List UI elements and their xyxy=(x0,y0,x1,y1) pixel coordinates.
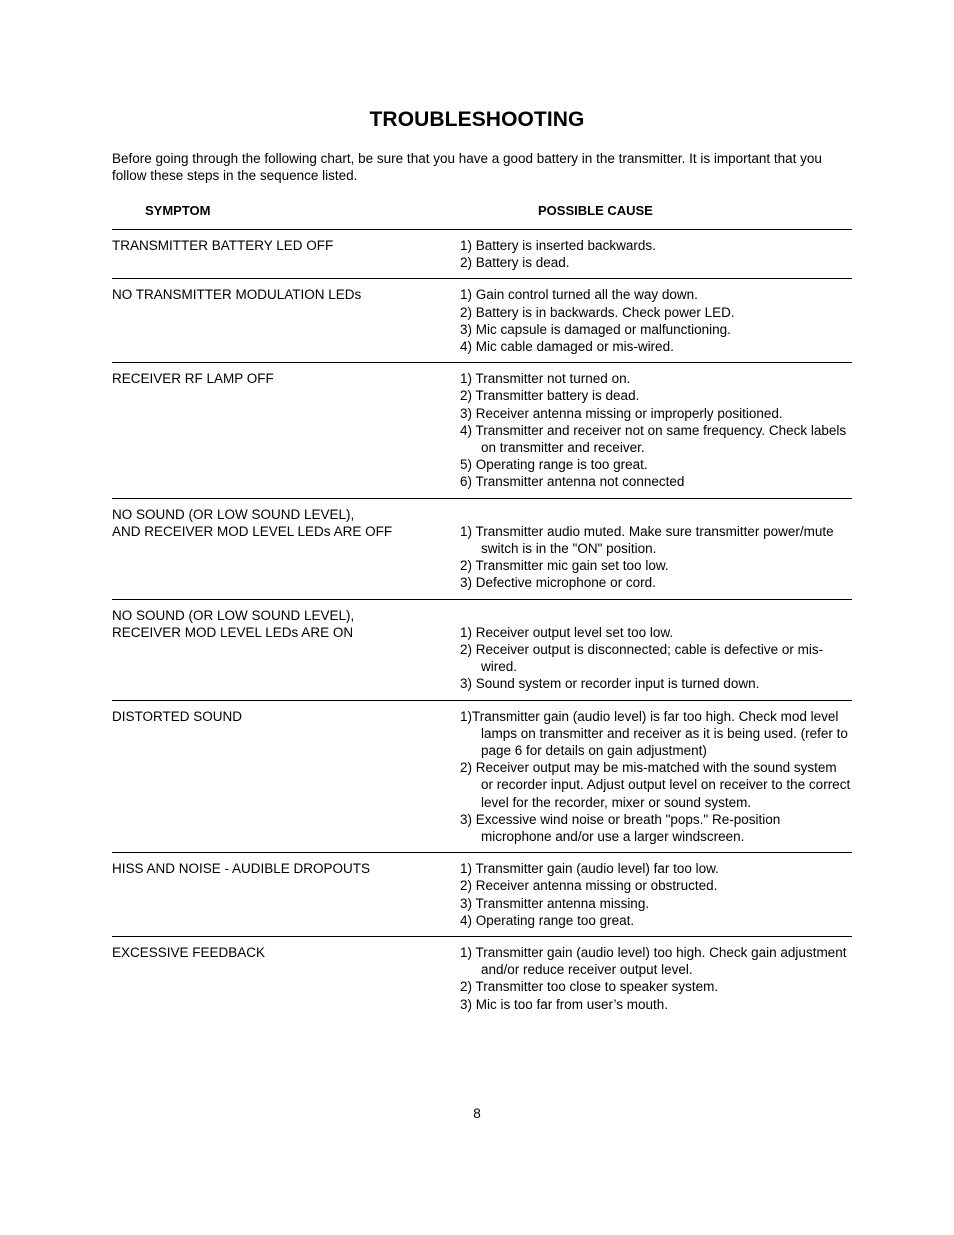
cause-item: 2) Transmitter battery is dead. xyxy=(460,388,640,404)
cause-item: 1) Transmitter not turned on. xyxy=(460,371,631,387)
table-row xyxy=(112,278,852,362)
cause-list xyxy=(460,370,852,490)
cause-item: 3) Receiver antenna missing or improperly positioned. xyxy=(460,405,783,421)
cause-item: 2) Receiver output may be mis-matched with the sound system or recorder input. Adjust output level on receiver to the correct level for the recorder, mixer or sound system. xyxy=(460,760,851,810)
cause-list xyxy=(460,607,852,693)
cause-header: POSSIBLE CAUSE xyxy=(538,203,653,218)
cause-item: 3) Excessive wind noise or breath "pops." Re-position microphone and/or use a larger windscreen. xyxy=(460,811,781,845)
cause-item: 1) Battery is inserted backwards. xyxy=(460,238,656,253)
symptom-line: NO SOUND (OR LOW SOUND LEVEL), xyxy=(112,607,355,623)
symptom-cell xyxy=(112,944,460,1013)
cause-item: 4) Transmitter and receiver not on same frequency. Check labels on transmitter and receiver. xyxy=(460,422,847,456)
symptom-line: TRANSMITTER BATTERY LED OFF xyxy=(112,238,334,253)
table-row xyxy=(112,700,852,853)
symptom-line: RECEIVER RF LAMP OFF xyxy=(112,371,274,387)
cause-item: 2) Transmitter too close to speaker system. xyxy=(460,979,719,995)
page xyxy=(112,0,852,1235)
symptom-cell xyxy=(112,607,460,693)
cause-item: 2) Receiver antenna missing or obstructed. xyxy=(460,878,718,894)
cause-item: 1) Gain control turned all the way down. xyxy=(460,287,698,303)
cause-item: 3) Sound system or recorder input is turned down. xyxy=(460,676,760,692)
cause-item: 2) Battery is in backwards. Check power LED. xyxy=(460,304,735,320)
symptom-cell xyxy=(112,506,460,592)
table-row xyxy=(112,229,852,278)
symptom-cell xyxy=(112,237,460,271)
cause-item: 5) Operating range is too great. xyxy=(460,457,648,473)
intro-paragraph: Before going through the following chart, be sure that you have a good battery in the transmitter. It is important that you follow these steps in the sequence listed. xyxy=(112,151,822,184)
cause-item: 3) Defective microphone or cord. xyxy=(460,575,656,591)
symptom-line: RECEIVER MOD LEVEL LEDs ARE ON xyxy=(112,624,354,640)
symptom-cell xyxy=(112,860,460,929)
cause-item: 1) Transmitter gain (audio level) too high. Check gain adjustment and/or reduce receiver output level. xyxy=(460,945,847,978)
cause-list xyxy=(460,944,852,1013)
symptom-line: NO SOUND (OR LOW SOUND LEVEL), xyxy=(112,506,355,522)
cause-item: 4) Operating range too great. xyxy=(460,912,635,928)
cause-item: 1) Transmitter audio muted. Make sure transmitter power/mute switch is in the "ON" position. xyxy=(460,523,834,557)
page-number: 8 xyxy=(473,1106,481,1121)
cause-list xyxy=(460,237,852,271)
symptom-line: HISS AND NOISE - AUDIBLE DROPOUTS xyxy=(112,861,371,877)
table-row xyxy=(112,852,852,936)
cause-item: 2) Battery is dead. xyxy=(460,255,570,271)
symptom-line: EXCESSIVE FEEDBACK xyxy=(112,945,266,961)
table-row xyxy=(112,498,852,599)
cause-list xyxy=(460,506,852,592)
cause-item: 1) Transmitter gain (audio level) far too low. xyxy=(460,861,719,877)
symptom-line: DISTORTED SOUND xyxy=(112,708,243,724)
table-row xyxy=(112,362,852,497)
symptom-cell xyxy=(112,708,460,846)
cause-item: 4) Mic cable damaged or mis-wired. xyxy=(460,339,674,355)
cause-list xyxy=(460,860,852,929)
cause-item: 3) Transmitter antenna missing. xyxy=(460,895,650,911)
symptom-header: SYMPTOM xyxy=(145,203,211,218)
cause-item: 6) Transmitter antenna not connected xyxy=(460,474,685,490)
troubleshooting-table xyxy=(112,229,852,1020)
table-row xyxy=(112,936,852,1020)
cause-item: 3) Mic is too far from user’s mouth. xyxy=(460,996,669,1012)
symptom-cell xyxy=(112,286,460,355)
cause-item: 1)Transmitter gain (audio level) is far too high. Check mod level lamps on transmitter and receiver as it is being used. (refer to page 6 for details on gain adjustment) xyxy=(460,708,848,759)
cause-item: 2) Transmitter mic gain set too low. xyxy=(460,558,669,574)
table-row xyxy=(112,599,852,700)
cause-item: 1) Receiver output level set too low. xyxy=(460,624,674,640)
cause-list xyxy=(460,286,852,355)
page-title: TROUBLESHOOTING xyxy=(369,108,585,131)
cause-item: 2) Receiver output is disconnected; cable is defective or mis-wired. xyxy=(460,642,824,675)
symptom-cell xyxy=(112,370,460,490)
cause-item: 3) Mic capsule is damaged or malfunctioning. xyxy=(460,321,731,337)
symptom-line: AND RECEIVER MOD LEVEL LEDs ARE OFF xyxy=(112,523,393,539)
cause-list xyxy=(460,708,852,846)
symptom-line: NO TRANSMITTER MODULATION LEDs xyxy=(112,287,362,303)
